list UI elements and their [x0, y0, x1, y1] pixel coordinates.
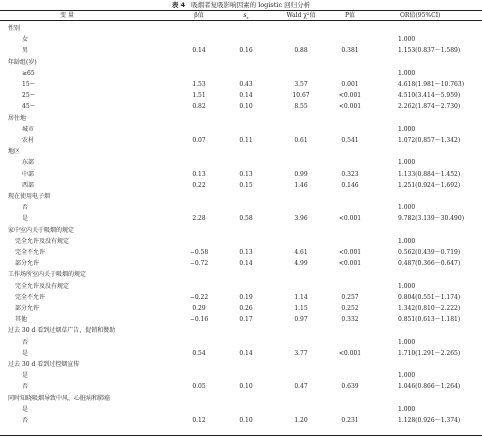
group-row [0, 191, 482, 202]
table-row [0, 135, 482, 146]
cell-or: 1.251(0.924～1.692) [398, 181, 461, 189]
cell-wald: 3.77 [294, 349, 308, 357]
row-label: 居住地 [8, 114, 27, 122]
row-label: 完全不允许 [15, 293, 46, 301]
cell-or: 0.487(0.366～0.647) [398, 260, 461, 268]
cell-wald: 1.14 [294, 293, 308, 301]
row-label: 东部 [22, 159, 35, 167]
cell-or: 1.000 [398, 338, 416, 346]
cell-or: 1.000 [398, 69, 416, 77]
cell-sx: 0.11 [239, 137, 253, 144]
cell-or: 0.851(0.613～1.181) [398, 316, 461, 324]
cell-sx: 0.26 [239, 305, 253, 312]
cell-beta: 0.12 [192, 417, 206, 424]
cell-wald: 1.46 [294, 181, 308, 189]
cell-or: 1.072(0.857～1.342) [398, 137, 461, 144]
row-label: 否 [22, 417, 29, 424]
cell-sx: 0.10 [239, 383, 253, 391]
cell-or: 1.710(1.291～2.265) [398, 349, 461, 357]
table-row [0, 157, 482, 168]
row-label: 现在使用电子烟 [8, 193, 51, 200]
row-label: 完全允许及没有规定 [15, 282, 70, 290]
cell-sx: 0.14 [239, 349, 253, 357]
table-row [0, 337, 482, 348]
cell-beta: −0.58 [189, 249, 209, 256]
row-label: 完全不允许 [15, 249, 46, 256]
cell-wald: 10.67 [292, 92, 310, 100]
table-caption [0, 1, 482, 9]
top-rule [0, 10, 482, 11]
row-label: 中部 [22, 170, 35, 178]
cell-beta: 1.51 [192, 92, 206, 100]
group-row [0, 146, 482, 157]
cell-or: 1.000 [398, 282, 416, 290]
table-row [0, 292, 482, 303]
group-row [0, 57, 482, 68]
row-label: 是 [22, 215, 29, 223]
cell-or: 1.000 [398, 159, 416, 167]
cell-or: 0.804(0.551～1.174) [398, 293, 461, 301]
row-label: 同时知晓吸烟导致中风、心脏病和肺癌 [8, 394, 111, 402]
cell-beta: 0.07 [192, 137, 206, 144]
table-row [0, 415, 482, 426]
cell-beta: −0.72 [189, 260, 209, 268]
cell-p: 0.146 [341, 181, 359, 189]
row-label: 是 [22, 372, 29, 380]
row-label: 15～ [22, 81, 36, 88]
cell-sx: 0.15 [239, 181, 253, 189]
group-row [0, 23, 482, 34]
cell-beta: −0.22 [189, 293, 209, 301]
cell-wald: 3.96 [294, 215, 308, 223]
table-row [0, 247, 482, 258]
cell-sx: 0.14 [239, 92, 253, 100]
cell-p: <0.001 [338, 260, 362, 268]
cell-p: 0.541 [341, 137, 359, 144]
cell-wald: 1.20 [294, 417, 308, 424]
cell-wald: 0.47 [294, 383, 308, 391]
cell-or: 1.342(0.810～2.222) [398, 305, 461, 312]
cell-or: 1.153(0.837～1.589) [398, 47, 461, 55]
cell-or: 4.510(3.414～5.959) [398, 92, 461, 100]
cell-or: 1.000 [398, 237, 416, 245]
row-label: 完全允许及没有规定 [15, 237, 70, 245]
row-label: 45～ [22, 103, 36, 111]
table-row [0, 169, 482, 180]
cell-or: 1.000 [398, 372, 416, 380]
table-row [0, 258, 482, 269]
cell-beta: 0.22 [192, 181, 206, 189]
cell-or: 1.000 [398, 36, 416, 44]
cell-or: 0.562(0.439～0.719) [398, 249, 461, 256]
cell-wald: 1.15 [294, 305, 308, 312]
cell-or: 1.000 [398, 125, 416, 133]
cell-p: 0.231 [341, 417, 359, 424]
row-label: 过去 30 d 看到过烟草广告、促销和赞助 [8, 327, 116, 335]
cell-or: 1.128(0.926～1.374) [398, 417, 461, 424]
cell-wald: 4.61 [294, 249, 308, 256]
row-label: 城市 [22, 125, 35, 133]
row-label: 家中室内关于吸烟的规定 [8, 226, 75, 234]
cell-p: <0.001 [338, 92, 362, 100]
cell-beta: 0.82 [192, 103, 206, 111]
cell-p: 0.332 [341, 316, 359, 324]
header-sx-sub: x [246, 15, 249, 21]
cell-p: 0.001 [341, 81, 359, 88]
table-row [0, 370, 482, 381]
cell-beta: 2.28 [192, 215, 206, 223]
table-row [0, 101, 482, 112]
cell-wald: 3.57 [294, 81, 308, 88]
table-row [0, 202, 482, 213]
table-row [0, 213, 482, 224]
cell-or: 1.000 [398, 204, 416, 212]
header-sx-main: s [243, 12, 247, 19]
cell-or: 1.000 [398, 405, 416, 413]
cell-or: 1.046(0.866～1.264) [398, 383, 461, 391]
cell-or: 2.262(1.874～2.730) [398, 103, 461, 111]
table-row [0, 90, 482, 101]
table-row [0, 79, 482, 90]
cell-p: <0.001 [338, 103, 362, 111]
cell-p: 0.252 [341, 305, 359, 312]
cell-beta: 0.54 [192, 349, 206, 357]
table-title: 吸烟者复吸影响因素的 logistic 回归分析 [191, 1, 311, 9]
cell-wald: 0.97 [294, 316, 308, 324]
cell-or: 4.618(1.981～10.763) [398, 81, 465, 88]
table-row [0, 34, 482, 45]
table-number: 表 4 [171, 1, 186, 9]
cell-p: <0.001 [338, 349, 362, 357]
cell-beta: 0.05 [192, 383, 206, 391]
cell-beta: 1.53 [192, 81, 206, 88]
group-row [0, 225, 482, 236]
table-row [0, 124, 482, 135]
table-row [0, 348, 482, 359]
cell-beta: 0.29 [192, 305, 206, 312]
row-label: 男 [22, 47, 29, 55]
header-or: OR值(95%CI) [400, 12, 441, 19]
group-row [0, 325, 482, 336]
group-row [0, 359, 482, 370]
table-row [0, 236, 482, 247]
row-label: 地区 [8, 148, 21, 156]
group-row [0, 269, 482, 280]
cell-beta: 0.13 [192, 170, 206, 178]
cell-sx: 0.17 [239, 316, 253, 324]
cell-beta: −0.16 [189, 316, 209, 324]
group-row [0, 393, 482, 404]
header-beta: β值 [194, 12, 204, 19]
cell-sx: 0.14 [239, 260, 253, 268]
cell-p: 0.639 [341, 383, 359, 391]
cell-sx: 0.10 [239, 103, 253, 111]
table-row [0, 404, 482, 415]
row-label: 西部 [22, 181, 35, 189]
cell-sx: 0.16 [239, 47, 253, 55]
row-label: 其他 [15, 316, 28, 324]
header-wald: Wald χ²值 [286, 12, 316, 19]
cell-sx: 0.19 [239, 293, 253, 301]
header-p: P值 [344, 12, 356, 19]
table-row [0, 68, 482, 79]
row-label: 否 [22, 383, 29, 391]
cell-wald: 0.88 [294, 47, 308, 55]
row-label: 部分允许 [15, 305, 40, 312]
row-label: 部分允许 [15, 260, 40, 268]
row-label: 是 [22, 349, 29, 357]
row-label: 年龄组(岁) [8, 58, 37, 66]
cell-p: 0.257 [341, 293, 359, 301]
cell-wald: 0.99 [294, 170, 308, 178]
group-row [0, 113, 482, 124]
table-row [0, 303, 482, 314]
cell-wald: 4.99 [294, 260, 308, 268]
cell-sx: 0.13 [239, 170, 253, 178]
row-label: 25～ [22, 92, 36, 100]
cell-p: <0.001 [338, 215, 362, 223]
cell-wald: 8.55 [294, 103, 308, 111]
table-row [0, 314, 482, 325]
table-row [0, 45, 482, 56]
row-label: 否 [22, 204, 29, 212]
row-label: 是 [22, 405, 29, 413]
cell-beta: 0.14 [192, 47, 206, 55]
row-label: 过去 30 d 看到过控烟宣传 [8, 361, 80, 368]
cell-or: 9.782(3.139～30.490) [398, 215, 465, 223]
cell-sx: 0.13 [239, 249, 253, 256]
row-label: 农村 [22, 137, 35, 144]
row-label: 女 [22, 36, 29, 44]
cell-p: 0.323 [341, 170, 359, 178]
cell-sx: 0.58 [239, 215, 253, 223]
bottom-rule [0, 435, 482, 436]
cell-wald: 0.61 [294, 137, 308, 144]
header-variable: 变 量 [60, 12, 74, 19]
header-sx [243, 12, 248, 20]
row-label: 工作场所室内关于吸烟的规定 [8, 271, 87, 279]
row-label: ≥65 [22, 69, 35, 77]
cell-or: 1.133(0.884～1.452) [398, 170, 461, 178]
cell-p: <0.001 [338, 249, 362, 256]
cell-p: 0.381 [341, 47, 359, 55]
table-row [0, 381, 482, 392]
row-label: 否 [22, 338, 29, 346]
header-rule [0, 20, 482, 21]
table-row [0, 281, 482, 292]
row-label: 性别 [8, 25, 21, 32]
table-row [0, 180, 482, 191]
cell-sx: 0.10 [239, 417, 253, 424]
cell-sx: 0.43 [239, 81, 253, 88]
